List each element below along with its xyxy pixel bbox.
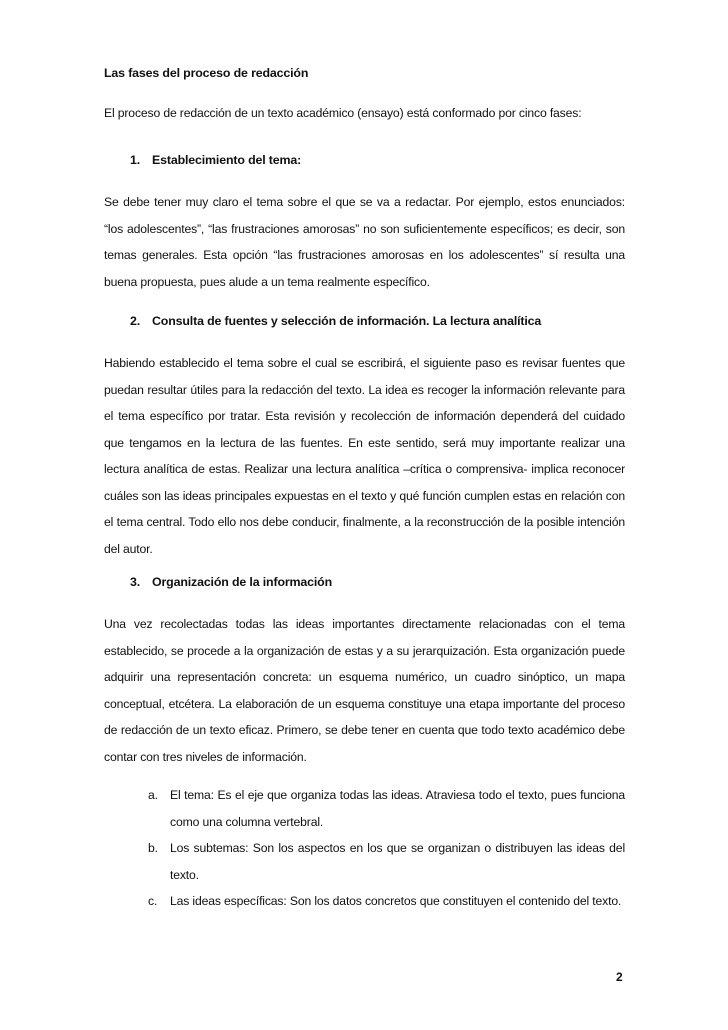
list-item-marker: c. bbox=[148, 894, 158, 908]
section-3-title: Organización de la información bbox=[152, 575, 333, 589]
list-item bbox=[148, 835, 625, 888]
section-1-heading bbox=[130, 153, 301, 167]
list-item-marker: a. bbox=[148, 788, 158, 802]
section-3-heading bbox=[130, 575, 332, 589]
list-item-text: Los subtemas: Son los aspectos en los que se organizan o distribuyen las ideas del texto. bbox=[170, 841, 625, 882]
section-2-paragraph: Habiendo establecido el tema sobre el cual se escribirá, el siguiente paso es revisar fuentes que puedan resultar útiles para la redacción del texto. La idea es recoger la información relevante para el tema específico por tratar. Esta revisión y recolección de información dependerá del cuidado que tengamos en la lectura de las fuentes. En este sentido, será muy importante realizar una lectura analítica de estas. Realizar una lectura analítica –crítica o comprensiva- implica reconocer cuáles son las ideas principales expuestas en el texto y qué función cumplen estas en relación con el tema central. Todo ello nos debe conducir, finalmente, a la reconstrucción de la posible intención del autor. bbox=[104, 356, 625, 556]
list-item-marker: b. bbox=[148, 841, 158, 855]
document-title: Las fases del proceso de redacción bbox=[104, 66, 309, 80]
intro-paragraph: El proceso de redacción de un texto académico (ensayo) está conformado por cinco fases: bbox=[104, 106, 582, 120]
section-3-number: 3. bbox=[130, 575, 141, 589]
section-1-number: 1. bbox=[130, 153, 141, 167]
section-2-heading bbox=[130, 314, 541, 328]
section-1-paragraph: Se debe tener muy claro el tema sobre el que se va a redactar. Por ejemplo, estos enunciados: “los adolescentes”, “las frustraciones amorosas” no son suficientemente específicos; es decir, son temas generales. Esta opción “las frustraciones amorosas en los adolescentes” sí resulta una buena propuesta, pues alude a un tema realmente específico. bbox=[104, 195, 625, 289]
section-3-paragraph: Una vez recolectadas todas las ideas importantes directamente relacionadas con el tema establecido, se procede a la organización de estas y a su jerarquización. Esta organización puede adquirir una representación concreta: un esquema numérico, un cuadro sinóptico, un mapa conceptual, etcétera. La elaboración de un esquema constituye una etapa importante del proceso de redacción de un texto eficaz. Primero, se debe tener en cuenta que todo texto académico debe contar con tres niveles de información. bbox=[104, 617, 625, 764]
list-item bbox=[148, 888, 625, 915]
section-1-title: Establecimiento del tema: bbox=[152, 153, 302, 167]
section-2-title: Consulta de fuentes y selección de información. La lectura analítica bbox=[152, 314, 542, 328]
section-3-sublist bbox=[148, 782, 625, 915]
list-item-text: El tema: Es el eje que organiza todas las ideas. Atraviesa todo el texto, pues funciona como una columna vertebral. bbox=[170, 788, 625, 829]
section-2-number: 2. bbox=[130, 314, 141, 328]
list-item-text: Las ideas específicas: Son los datos concretos que constituyen el contenido del texto. bbox=[170, 894, 622, 908]
section-2-body bbox=[104, 350, 625, 562]
page-number: 2 bbox=[616, 970, 623, 984]
list-item bbox=[148, 782, 625, 835]
section-3-body bbox=[104, 611, 625, 770]
section-1-body bbox=[104, 189, 625, 295]
